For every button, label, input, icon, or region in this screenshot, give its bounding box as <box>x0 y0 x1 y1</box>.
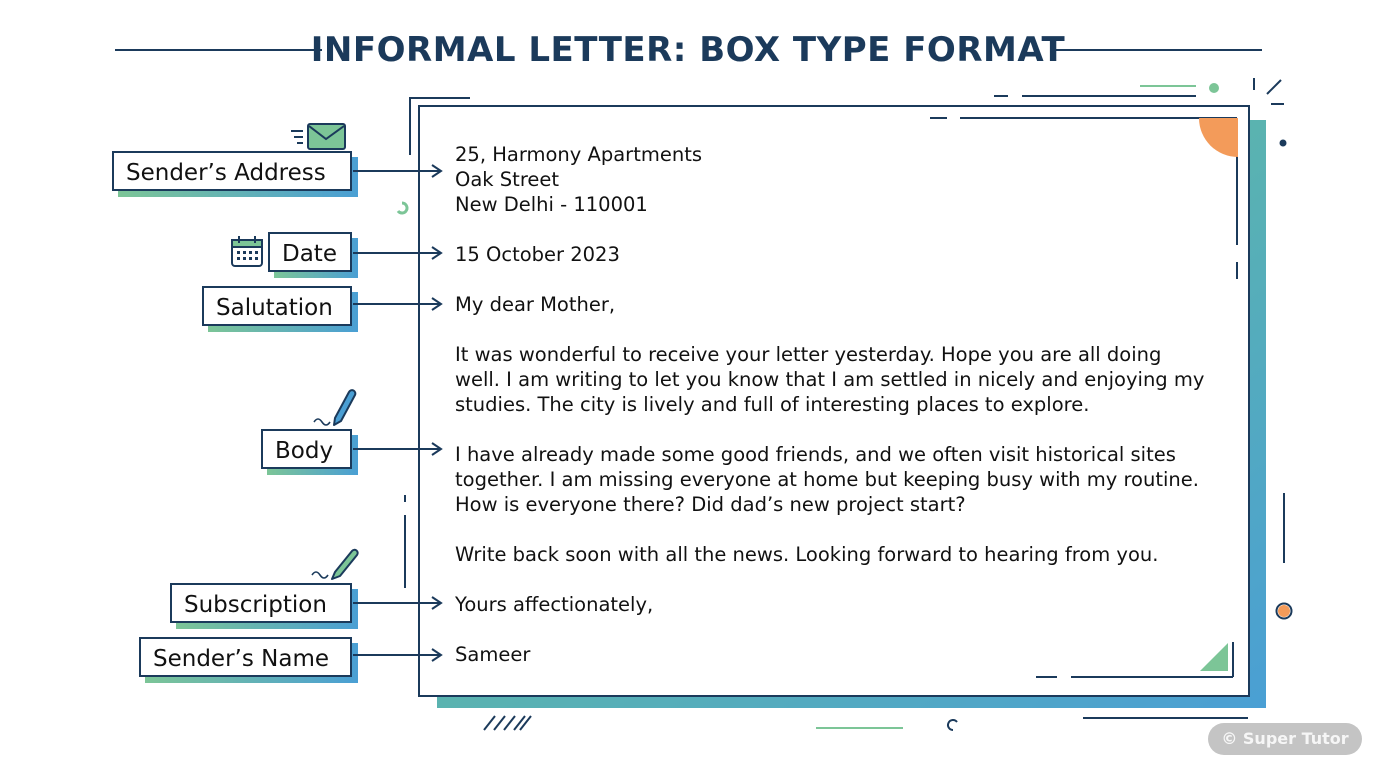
body-paragraph-2-line-1: I have already made some good friends, and we often visit historical sites <box>455 443 1176 466</box>
body-paragraph-2-line-3: How is everyone there? Did dad’s new project start? <box>455 493 966 516</box>
watermark: © Super Tutor <box>1208 723 1362 755</box>
label-body: Body <box>261 429 352 469</box>
address-line-3: New Delhi - 110001 <box>455 193 648 216</box>
body-paragraph-3: Write back soon with all the news. Looking forward to hearing from you. <box>455 543 1159 566</box>
label-sender-name: Sender’s Name <box>139 637 352 677</box>
body-paragraph-1-line-2: well. I am writing to let you know that I am settled in nicely and enjoying my <box>455 368 1205 391</box>
pen-icon-subscription <box>312 550 358 579</box>
page-title: INFORMAL LETTER: BOX TYPE FORMAT <box>310 30 1066 70</box>
calendar-icon <box>232 236 262 266</box>
letter-sender-name: Sameer <box>455 643 531 666</box>
pen-icon-body <box>314 390 355 425</box>
letter-subscription: Yours affectionately, <box>455 593 654 616</box>
body-paragraph-1-line-3: studies. The city is lively and full of interesting places to explore. <box>455 393 1090 416</box>
label-sender-address: Sender’s Address <box>112 151 352 191</box>
body-paragraph-1-line-1: It was wonderful to receive your letter yesterday. Hope you are all doing <box>455 343 1162 366</box>
label-date: Date <box>268 232 352 272</box>
label-salutation: Salutation <box>202 286 352 326</box>
address-line-2: Oak Street <box>455 168 560 191</box>
letter-date: 15 October 2023 <box>455 243 620 266</box>
envelope-icon <box>291 124 345 149</box>
address-line-1: 25, Harmony Apartments <box>455 143 703 166</box>
body-paragraph-2-line-2: together. I am missing everyone at home but keeping busy with my routine. <box>455 468 1199 491</box>
label-subscription: Subscription <box>170 583 352 623</box>
letter-salutation: My dear Mother, <box>455 293 616 316</box>
